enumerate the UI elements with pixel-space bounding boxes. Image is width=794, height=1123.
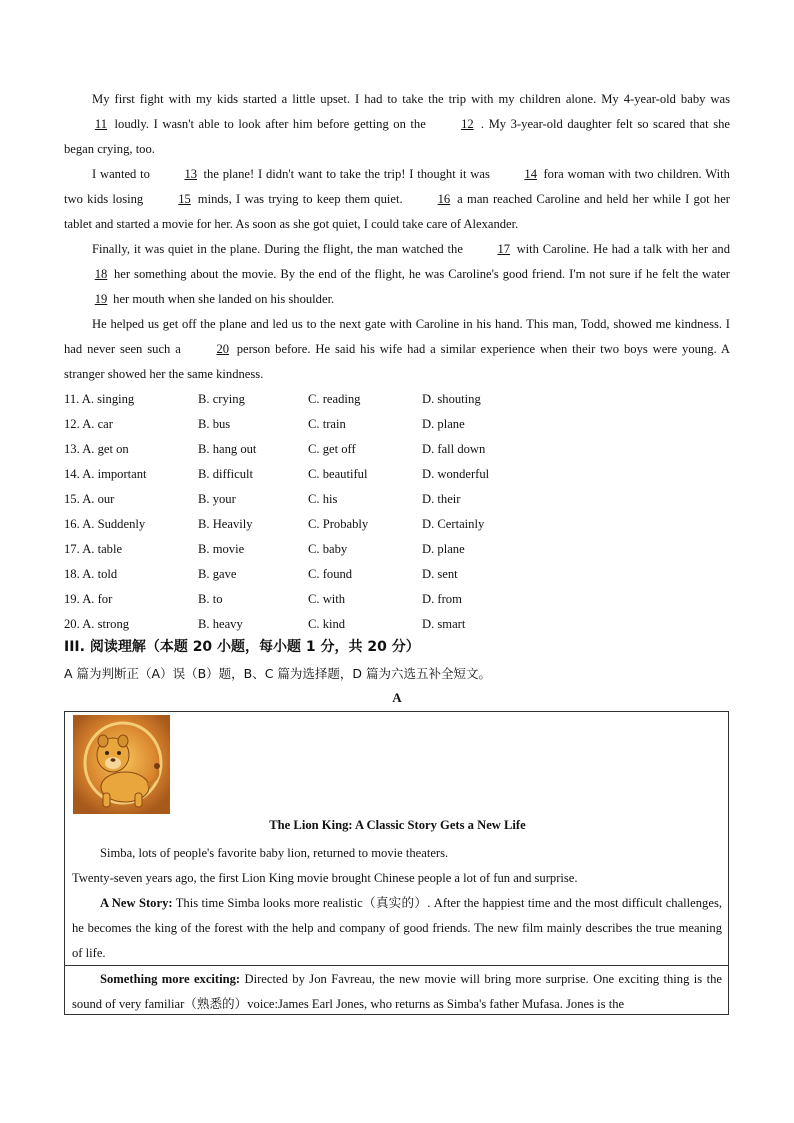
option-a: 15. A. our: [64, 492, 115, 506]
option-row-12: [64, 412, 584, 437]
option-c: C. found: [308, 567, 353, 581]
passage-text: with Caroline. He had a talk with her and: [516, 242, 731, 256]
option-a: 18. A. told: [64, 567, 118, 581]
passage-paragraph-4: [64, 312, 730, 387]
option-a: 12. A. car: [64, 417, 113, 431]
passage-text: her mouth when she landed on his shoulder.: [113, 292, 335, 306]
passage-paragraph-2: [64, 162, 730, 237]
option-d: D. from: [422, 592, 462, 606]
section-heading: III. 阅读理解（本题 20 小题，每小题 1 分，共 20 分）: [64, 639, 420, 655]
option-b: B. Heavily: [198, 517, 253, 531]
blank-14: 14: [524, 167, 537, 181]
blank-16: 16: [437, 192, 451, 206]
passage-paragraph-3: [64, 237, 730, 312]
passage-text: minds, I was trying to keep them quiet.: [197, 192, 403, 206]
article-paragraph-new-story: [72, 891, 722, 966]
option-d: D. plane: [422, 417, 465, 431]
blank-13: 13: [184, 167, 198, 181]
part-label: A: [392, 690, 402, 705]
option-row-19: [64, 587, 584, 612]
option-d: D. plane: [422, 542, 465, 556]
option-row-20: [64, 612, 584, 637]
option-b: B. crying: [198, 392, 245, 406]
answer-options: [64, 387, 584, 637]
option-b: B. difficult: [198, 467, 254, 481]
passage-text: a man reached Caroline and held her while I got her tablet and started a movie for her. As soon as she got quiet, I could take care of Alexander.: [64, 192, 730, 231]
option-c: C. reading: [308, 392, 361, 406]
passage-text: My first fight with my kids started a little upset. I had to take the trip with my children alone. My 4-year-old baby was: [92, 92, 730, 106]
blank-15: 15: [178, 192, 191, 206]
option-a: 16. A. Suddenly: [64, 517, 146, 531]
option-row-18: [64, 562, 584, 587]
option-d: D. fall down: [422, 442, 486, 456]
lion-cub-image: [73, 715, 170, 814]
passage-text: the plane! I didn't want to take the trip! I thought it was: [203, 167, 490, 181]
option-d: D. wonderful: [422, 467, 490, 481]
option-c: C. train: [308, 417, 346, 431]
option-d: D. shouting: [422, 392, 481, 406]
option-c: C. Probably: [308, 517, 369, 531]
option-a: 19. A. for: [64, 592, 113, 606]
article-divider: [65, 965, 728, 966]
blank-11: 11: [94, 117, 108, 131]
option-b: B. to: [198, 592, 223, 606]
option-row-17: [64, 537, 584, 562]
option-d: D. smart: [422, 617, 466, 631]
article-box: [64, 711, 729, 1015]
option-b: B. gave: [198, 567, 237, 581]
passage-text: her something about the movie. By the end of the flight, he was Caroline's good friend. I'm not sure if he felt the water: [113, 267, 730, 281]
option-c: C. with: [308, 592, 346, 606]
exciting-text: Directed by Jon Favreau, the new movie will bring more surprise. One exciting thing is the sound of very familiar（熟悉的）voice:James Earl Jones, who returns as Simba's father Mufasa. Jones is the: [72, 972, 722, 1011]
section-instructions: A 篇为判断正（A）误（B）题，B、C 篇为选择题，D 篇为六选五补全短文。: [64, 666, 492, 681]
passage-text: . My 3-year-old daughter felt so scared that she began crying, too.: [64, 117, 730, 156]
option-c: C. beautiful: [308, 467, 368, 481]
blank-17: 17: [497, 242, 511, 256]
option-b: B. bus: [198, 417, 231, 431]
option-d: D. Certainly: [422, 517, 485, 531]
option-row-11: [64, 387, 584, 412]
option-d: D. sent: [422, 567, 458, 581]
option-b: B. movie: [198, 542, 245, 556]
passage-text: I wanted to: [92, 167, 150, 181]
option-b: B. heavy: [198, 617, 243, 631]
article-line-1: Simba, lots of people's favorite baby lion, returned to movie theaters.: [100, 846, 449, 860]
new-story-text: This time Simba looks more realistic（真实的）. After the happiest time and the most difficult challenges, he becomes the king of the forest with the help and company of good friends. The new film mainly describes the true meaning of life.: [72, 896, 722, 960]
new-story-label: A New Story:: [100, 896, 173, 910]
article-line-2: Twenty-seven years ago, the first Lion King movie brought Chinese people a lot of fun and surprise.: [72, 871, 578, 885]
option-a: 11. A. singing: [64, 392, 135, 406]
option-c: C. kind: [308, 617, 346, 631]
passage-text: loudly. I wasn't able to look after him before getting on the: [114, 117, 426, 131]
option-c: C. baby: [308, 542, 348, 556]
lion-cub-illustration: [73, 715, 170, 814]
option-a: 17. A. table: [64, 542, 123, 556]
blank-18: 18: [94, 267, 108, 281]
option-c: C. his: [308, 492, 338, 506]
option-a: 14. A. important: [64, 467, 147, 481]
article-paragraph-exciting: [72, 967, 722, 1017]
passage-text: He helped us get off the plane and led us to the next gate with Caroline in his hand. This man, Todd, showed me kindness. I had never seen such a: [64, 317, 730, 356]
option-row-13: [64, 437, 584, 462]
option-row-15: [64, 487, 584, 512]
option-a: 13. A. get on: [64, 442, 129, 456]
option-row-14: [64, 462, 584, 487]
option-c: C. get off: [308, 442, 356, 456]
option-a: 20. A. strong: [64, 617, 130, 631]
option-d: D. their: [422, 492, 461, 506]
blank-19: 19: [94, 292, 108, 306]
blank-20: 20: [216, 342, 230, 356]
option-b: B. hang out: [198, 442, 257, 456]
passage-paragraph-1: [64, 87, 730, 162]
blank-12: 12: [461, 117, 474, 131]
article-title: The Lion King: A Classic Story Gets a New Life: [269, 818, 526, 832]
passage-text: fora woman with two children. With two kids losing: [64, 167, 730, 206]
exciting-label: Something more exciting:: [100, 972, 241, 986]
option-b: B. your: [198, 492, 236, 506]
passage-text: Finally, it was quiet in the plane. During the flight, the man watched the: [92, 242, 463, 256]
option-row-16: [64, 512, 584, 537]
passage-text: person before. He said his wife had a similar experience when their two boys were young. A stranger showed her the same kindness.: [64, 342, 730, 381]
